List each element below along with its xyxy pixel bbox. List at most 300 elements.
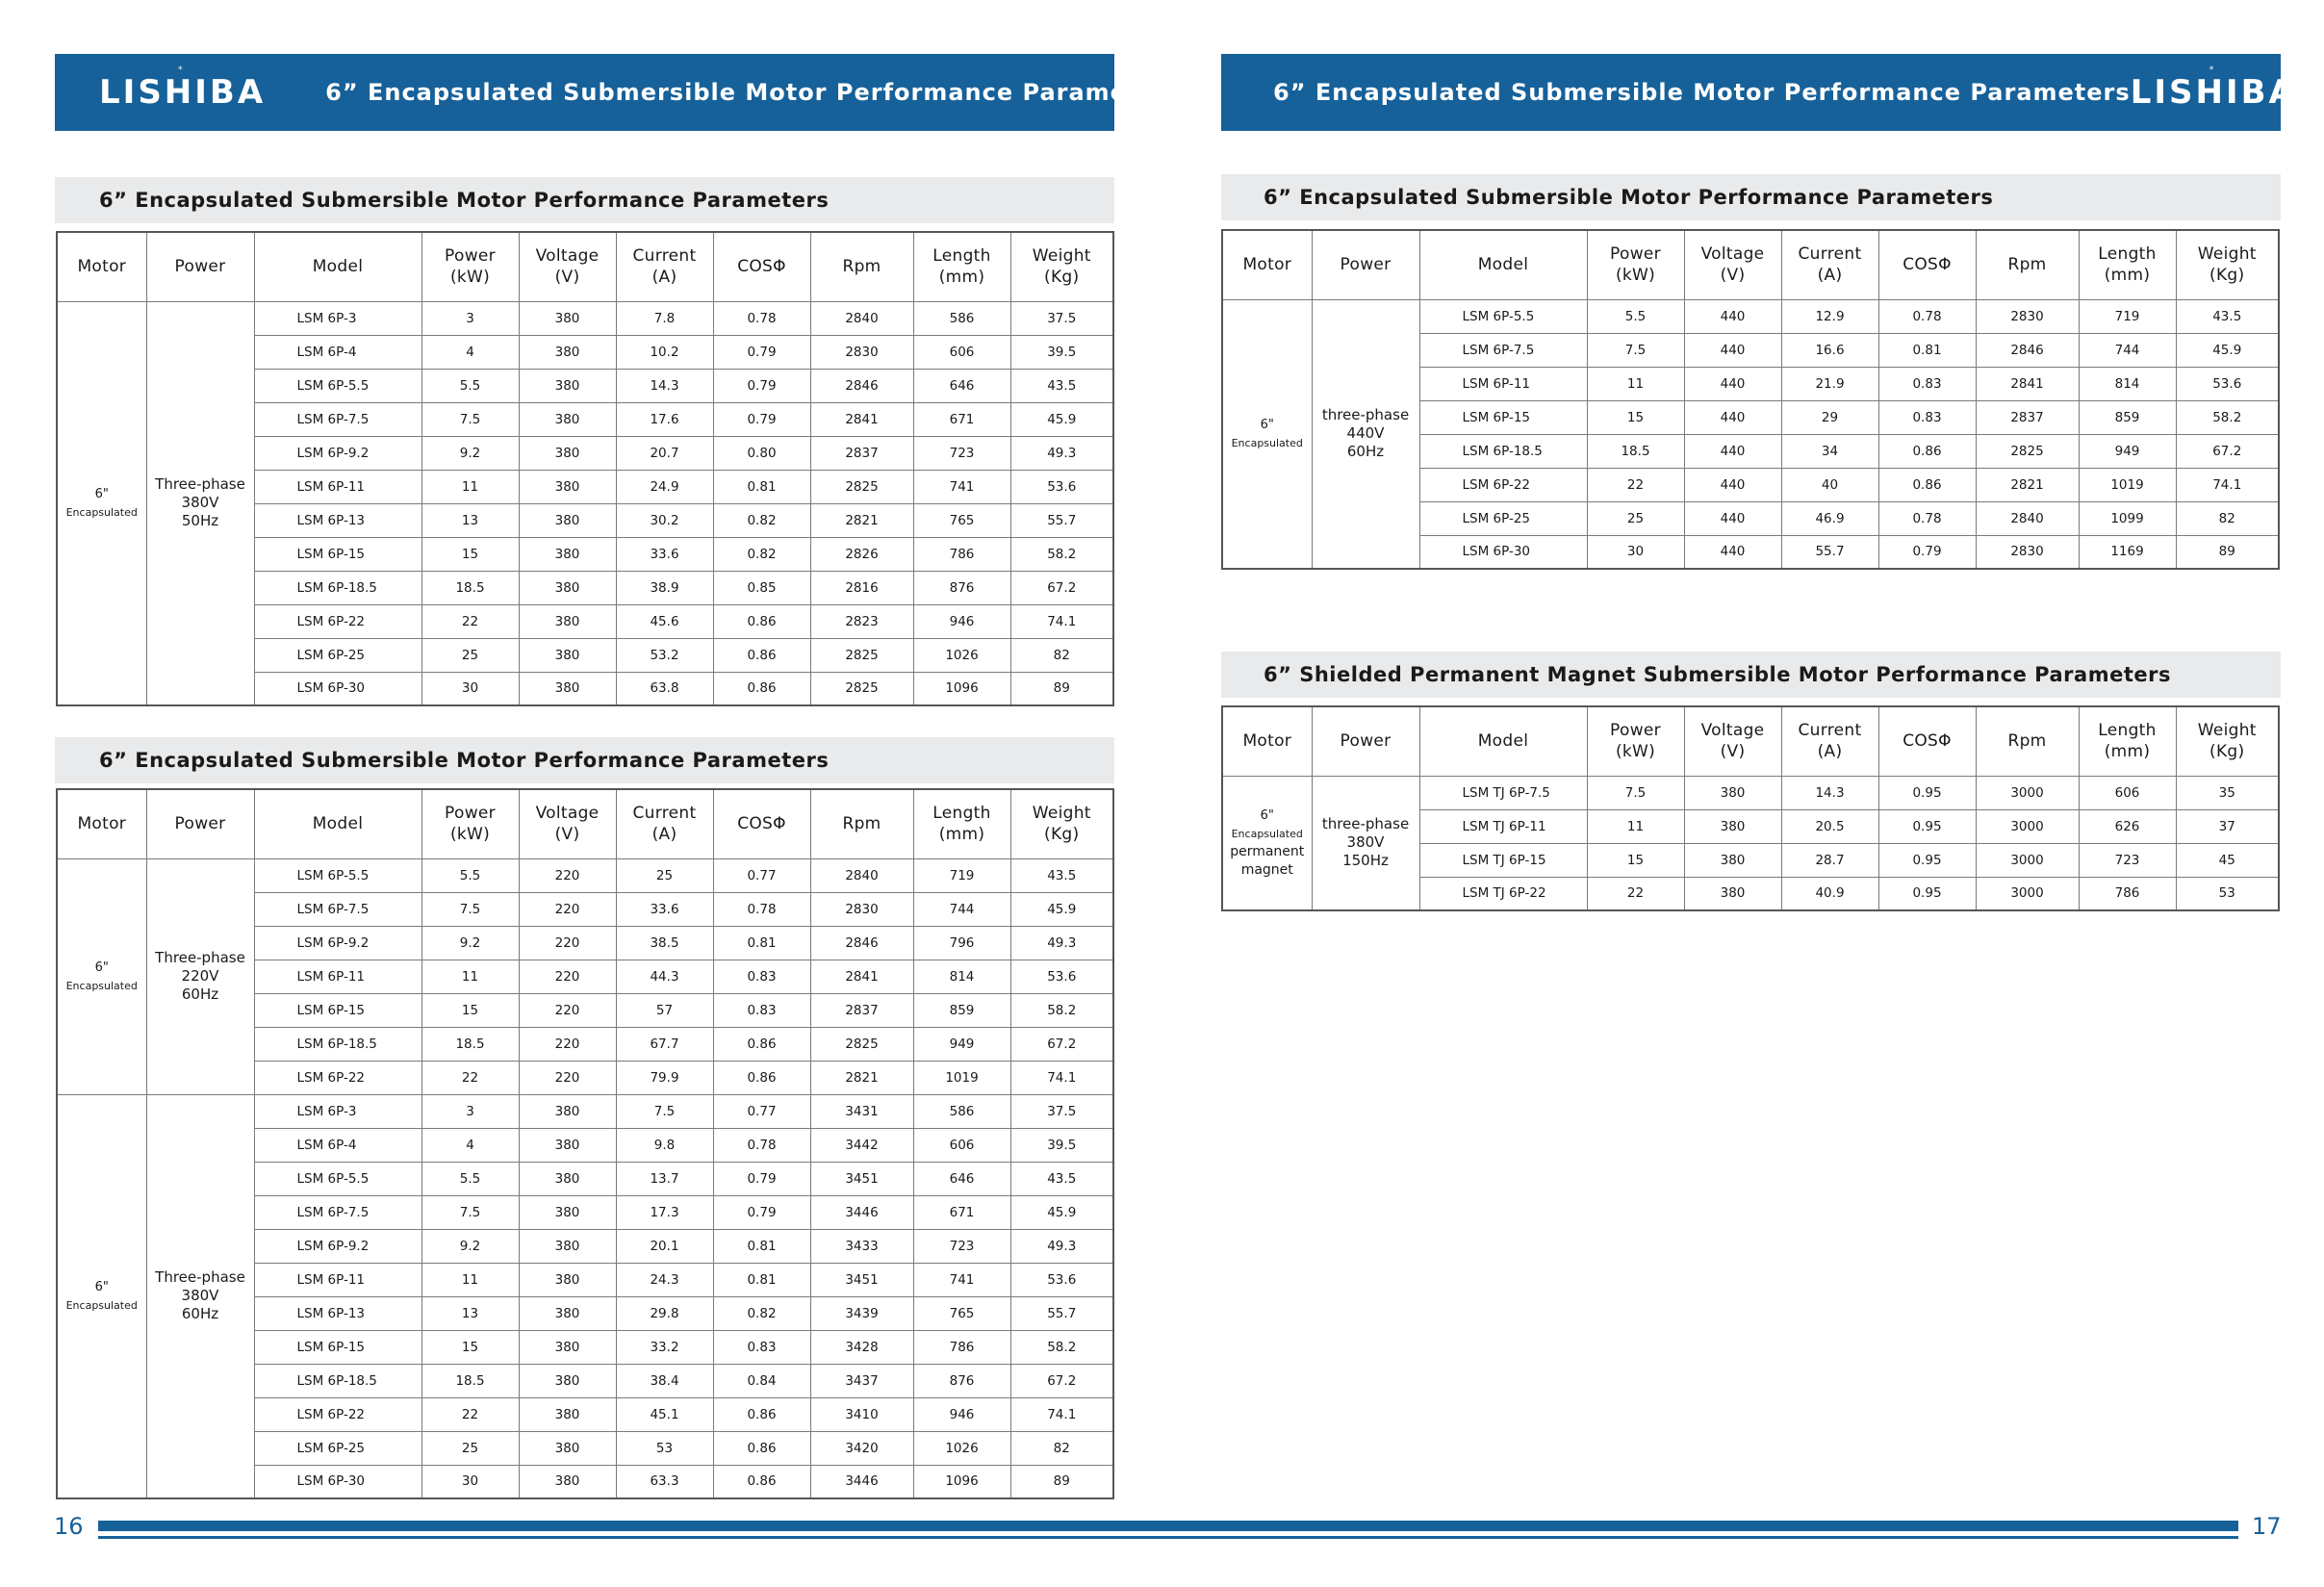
cell-length: 1019 (2079, 468, 2176, 501)
cell-model: LSM 6P-18.5 (254, 1364, 421, 1397)
cell-length: 876 (913, 571, 1010, 604)
cell-model: LSM 6P-18.5 (1419, 434, 1587, 468)
cell-model: LSM 6P-15 (1419, 400, 1587, 434)
cell-length: 606 (2079, 776, 2176, 809)
cell-cos-phi: 0.79 (1878, 535, 1976, 569)
cell-cos-phi: 0.78 (1878, 299, 1976, 333)
cell-weight: 53.6 (2176, 367, 2279, 400)
cell-voltage: 380 (519, 1128, 616, 1162)
cell-length: 741 (913, 470, 1010, 503)
cell-cos-phi: 0.86 (713, 1431, 810, 1465)
cell-model: LSM 6P-3 (254, 301, 421, 335)
cell-power-kw: 30 (421, 672, 519, 705)
column-header-current: Current (A) (616, 232, 713, 301)
cell-current: 24.3 (616, 1263, 713, 1296)
cell-voltage: 380 (519, 369, 616, 402)
cell-voltage: 440 (1684, 333, 1781, 367)
cell-weight: 45 (2176, 843, 2279, 877)
column-header-voltage: Voltage (V) (519, 232, 616, 301)
column-header-rpm: Rpm (1976, 230, 2079, 299)
column-header-current: Current (A) (616, 789, 713, 858)
cell-power-kw: 11 (1587, 809, 1684, 843)
column-header-length: Length (mm) (2079, 706, 2176, 776)
cell-current: 63.8 (616, 672, 713, 705)
column-header-cos-phi: COSΦ (713, 789, 810, 858)
power-supply-cell: three-phase 440V 60Hz (1312, 299, 1419, 569)
motor-cell: 6" Encapsulated permanent magnet (1222, 776, 1312, 910)
cell-length: 671 (913, 1195, 1010, 1229)
cell-weight: 89 (2176, 535, 2279, 569)
table-header-row (1222, 230, 2279, 299)
cell-weight: 74.1 (1010, 604, 1113, 638)
cell-rpm: 2830 (1976, 299, 2079, 333)
cell-current: 28.7 (1781, 843, 1878, 877)
cell-rpm: 2825 (810, 470, 913, 503)
cell-length: 765 (913, 503, 1010, 537)
cell-cos-phi: 0.95 (1878, 776, 1976, 809)
column-header-power: Power (1312, 706, 1419, 776)
cell-rpm: 2825 (1976, 434, 2079, 468)
cell-model: LSM 6P-9.2 (254, 436, 421, 470)
motor-cell: 6" Encapsulated (1222, 299, 1312, 569)
cell-weight: 74.1 (2176, 468, 2279, 501)
cell-power-kw: 4 (421, 1128, 519, 1162)
cell-voltage: 380 (519, 1195, 616, 1229)
cell-power-kw: 15 (421, 993, 519, 1027)
table-header-row (57, 232, 1113, 301)
cell-model: LSM 6P-22 (254, 1397, 421, 1431)
cell-rpm: 2840 (1976, 501, 2079, 535)
cell-power-kw: 11 (421, 470, 519, 503)
cell-cos-phi: 0.86 (713, 1061, 810, 1094)
cell-power-kw: 7.5 (421, 892, 519, 926)
column-header-weight: Weight (Kg) (2176, 706, 2279, 776)
cell-voltage: 380 (1684, 809, 1781, 843)
cell-length: 946 (913, 604, 1010, 638)
cell-power-kw: 9.2 (421, 436, 519, 470)
column-header-rpm: Rpm (810, 232, 913, 301)
column-header-rpm: Rpm (1976, 706, 2079, 776)
cell-power-kw: 5.5 (421, 858, 519, 892)
cell-cos-phi: 0.78 (1878, 501, 1976, 535)
section-title: 6” Encapsulated Submersible Motor Performance Parameters (55, 737, 1114, 783)
cell-current: 55.7 (1781, 535, 1878, 569)
cell-voltage: 380 (519, 402, 616, 436)
cell-weight: 37.5 (1010, 1094, 1113, 1128)
cell-power-kw: 18.5 (421, 1364, 519, 1397)
cell-power-kw: 7.5 (1587, 776, 1684, 809)
table-header-row (1222, 706, 2279, 776)
column-header-power: Power (146, 232, 254, 301)
cell-voltage: 380 (519, 638, 616, 672)
power-supply-cell: Three-phase 380V 50Hz (146, 301, 254, 705)
cell-rpm: 2825 (810, 1027, 913, 1061)
cell-rpm: 2823 (810, 604, 913, 638)
cell-power-kw: 15 (1587, 843, 1684, 877)
cell-power-kw: 13 (421, 503, 519, 537)
cell-length: 1019 (913, 1061, 1010, 1094)
column-header-power-kw: Power (kW) (1587, 706, 1684, 776)
cell-model: LSM 6P-9.2 (254, 926, 421, 960)
cell-length: 1099 (2079, 501, 2176, 535)
cell-weight: 58.2 (1010, 993, 1113, 1027)
cell-length: 814 (913, 960, 1010, 993)
cell-rpm: 2821 (1976, 468, 2079, 501)
cell-rpm: 2821 (810, 503, 913, 537)
cell-weight: 53.6 (1010, 470, 1113, 503)
cell-length: 646 (913, 369, 1010, 402)
cell-voltage: 380 (519, 1364, 616, 1397)
cell-rpm: 3420 (810, 1431, 913, 1465)
column-header-power: Power (146, 789, 254, 858)
cell-model: LSM 6P-11 (254, 470, 421, 503)
cell-power-kw: 30 (421, 1465, 519, 1498)
cell-length: 859 (2079, 400, 2176, 434)
cell-current: 63.3 (616, 1465, 713, 1498)
cell-cos-phi: 0.83 (1878, 367, 1976, 400)
cell-rpm: 3451 (810, 1263, 913, 1296)
cell-current: 16.6 (1781, 333, 1878, 367)
cell-cos-phi: 0.81 (713, 926, 810, 960)
cell-voltage: 380 (519, 1431, 616, 1465)
cell-model: LSM 6P-7.5 (1419, 333, 1587, 367)
motor-cell: 6" Encapsulated (57, 1094, 146, 1498)
cell-rpm: 2825 (810, 638, 913, 672)
cell-power-kw: 5.5 (1587, 299, 1684, 333)
cell-model: LSM 6P-30 (1419, 535, 1587, 569)
cell-power-kw: 18.5 (421, 571, 519, 604)
cell-cos-phi: 0.86 (713, 604, 810, 638)
cell-weight: 82 (2176, 501, 2279, 535)
cell-weight: 74.1 (1010, 1397, 1113, 1431)
cell-rpm: 3442 (810, 1128, 913, 1162)
cell-voltage: 380 (519, 672, 616, 705)
cell-length: 814 (2079, 367, 2176, 400)
cell-current: 12.9 (1781, 299, 1878, 333)
cell-cos-phi: 0.81 (713, 1229, 810, 1263)
cell-rpm: 2830 (810, 335, 913, 369)
cell-cos-phi: 0.78 (713, 301, 810, 335)
cell-current: 10.2 (616, 335, 713, 369)
cell-weight: 53.6 (1010, 1263, 1113, 1296)
cell-power-kw: 25 (421, 638, 519, 672)
cell-model: LSM 6P-7.5 (254, 1195, 421, 1229)
cell-current: 25 (616, 858, 713, 892)
performance-table (56, 788, 1114, 1499)
cell-length: 586 (913, 301, 1010, 335)
cell-rpm: 3433 (810, 1229, 913, 1263)
cell-voltage: 440 (1684, 535, 1781, 569)
cell-cos-phi: 0.83 (713, 1330, 810, 1364)
cell-cos-phi: 0.85 (713, 571, 810, 604)
cell-rpm: 2837 (1976, 400, 2079, 434)
column-header-weight: Weight (Kg) (1010, 789, 1113, 858)
cell-current: 44.3 (616, 960, 713, 993)
cell-length: 586 (913, 1094, 1010, 1128)
cell-rpm: 2840 (810, 301, 913, 335)
cell-length: 723 (913, 1229, 1010, 1263)
cell-weight: 67.2 (2176, 434, 2279, 468)
cell-length: 606 (913, 1128, 1010, 1162)
cell-rpm: 2826 (810, 537, 913, 571)
column-header-cos-phi: COSΦ (1878, 230, 1976, 299)
cell-weight: 45.9 (1010, 892, 1113, 926)
cell-power-kw: 9.2 (421, 1229, 519, 1263)
cell-cos-phi: 0.83 (713, 960, 810, 993)
cell-current: 29 (1781, 400, 1878, 434)
cell-model: LSM 6P-25 (254, 638, 421, 672)
page-number-left: 16 (54, 1513, 84, 1540)
cell-current: 33.6 (616, 537, 713, 571)
cell-model: LSM 6P-4 (254, 1128, 421, 1162)
banner-title: 6” Encapsulated Submersible Motor Performance Parameters (325, 79, 1183, 106)
cell-power-kw: 3 (421, 1094, 519, 1128)
cell-model: LSM 6P-13 (254, 1296, 421, 1330)
cell-length: 744 (913, 892, 1010, 926)
cell-current: 21.9 (1781, 367, 1878, 400)
power-supply-cell: Three-phase 220V 60Hz (146, 858, 254, 1094)
column-header-power-kw: Power (kW) (1587, 230, 1684, 299)
cell-weight: 39.5 (1010, 335, 1113, 369)
cell-power-kw: 30 (1587, 535, 1684, 569)
column-header-cos-phi: COSΦ (1878, 706, 1976, 776)
column-header-rpm: Rpm (810, 789, 913, 858)
cell-rpm: 3439 (810, 1296, 913, 1330)
cell-power-kw: 22 (1587, 468, 1684, 501)
cell-voltage: 220 (519, 1061, 616, 1094)
cell-length: 671 (913, 402, 1010, 436)
cell-cos-phi: 0.81 (713, 1263, 810, 1296)
column-header-motor: Motor (1222, 706, 1312, 776)
cell-length: 719 (913, 858, 1010, 892)
cell-cos-phi: 0.83 (713, 993, 810, 1027)
cell-voltage: 380 (519, 335, 616, 369)
cell-cos-phi: 0.82 (713, 503, 810, 537)
section-title: 6” Encapsulated Submersible Motor Performance Parameters (55, 177, 1114, 223)
cell-voltage: 380 (1684, 843, 1781, 877)
cell-model: LSM 6P-5.5 (254, 858, 421, 892)
brand-logo: LISHIBA * (2130, 65, 2297, 112)
column-header-model: Model (254, 232, 421, 301)
cell-length: 1026 (913, 1431, 1010, 1465)
cell-weight: 82 (1010, 638, 1113, 672)
cell-model: LSM 6P-9.2 (254, 1229, 421, 1263)
cell-power-kw: 5.5 (421, 369, 519, 402)
cell-weight: 39.5 (1010, 1128, 1113, 1162)
cell-power-kw: 22 (421, 604, 519, 638)
cell-cos-phi: 0.86 (713, 672, 810, 705)
cell-length: 876 (913, 1364, 1010, 1397)
cell-model: LSM 6P-30 (254, 1465, 421, 1498)
cell-weight: 58.2 (1010, 537, 1113, 571)
cell-power-kw: 13 (421, 1296, 519, 1330)
header-banner-left (55, 54, 1183, 131)
cell-model: LSM 6P-22 (254, 604, 421, 638)
motor-cell: 6" Encapsulated (57, 301, 146, 705)
cell-cos-phi: 0.95 (1878, 843, 1976, 877)
cell-length: 946 (913, 1397, 1010, 1431)
cell-rpm: 2816 (810, 571, 913, 604)
section-title: 6” Encapsulated Submersible Motor Performance Parameters (1221, 174, 2281, 220)
cell-weight: 55.7 (1010, 503, 1113, 537)
cell-length: 719 (2079, 299, 2176, 333)
column-header-voltage: Voltage (V) (1684, 706, 1781, 776)
cell-current: 17.6 (616, 402, 713, 436)
cell-length: 744 (2079, 333, 2176, 367)
cell-weight: 37.5 (1010, 301, 1113, 335)
footer-rule (98, 1521, 2238, 1531)
cell-weight: 49.3 (1010, 436, 1113, 470)
cell-voltage: 380 (519, 1465, 616, 1498)
cell-model: LSM 6P-5.5 (254, 1162, 421, 1195)
column-header-power: Power (1312, 230, 1419, 299)
performance-table (1221, 229, 2280, 570)
cell-voltage: 220 (519, 892, 616, 926)
cell-voltage: 380 (519, 571, 616, 604)
cell-cos-phi: 0.78 (713, 1128, 810, 1162)
table-row (57, 1094, 1113, 1128)
cell-cos-phi: 0.79 (713, 369, 810, 402)
cell-rpm: 2846 (810, 926, 913, 960)
cell-rpm: 3000 (1976, 809, 2079, 843)
cell-length: 786 (2079, 877, 2176, 910)
cell-length: 723 (2079, 843, 2176, 877)
column-header-cos-phi: COSΦ (713, 232, 810, 301)
table-row (1222, 299, 2279, 333)
cell-current: 14.3 (1781, 776, 1878, 809)
cell-rpm: 2825 (810, 672, 913, 705)
cell-model: LSM 6P-15 (254, 537, 421, 571)
cell-weight: 58.2 (1010, 1330, 1113, 1364)
cell-cos-phi: 0.86 (1878, 434, 1976, 468)
cell-cos-phi: 0.86 (713, 1397, 810, 1431)
cell-weight: 37 (2176, 809, 2279, 843)
cell-rpm: 3446 (810, 1195, 913, 1229)
cell-weight: 43.5 (1010, 1162, 1113, 1195)
cell-power-kw: 7.5 (421, 402, 519, 436)
cell-weight: 58.2 (2176, 400, 2279, 434)
cell-power-kw: 9.2 (421, 926, 519, 960)
cell-voltage: 220 (519, 993, 616, 1027)
cell-current: 9.8 (616, 1128, 713, 1162)
cell-power-kw: 22 (421, 1397, 519, 1431)
cell-current: 17.3 (616, 1195, 713, 1229)
cell-current: 33.6 (616, 892, 713, 926)
cell-cos-phi: 0.79 (713, 1195, 810, 1229)
cell-current: 46.9 (1781, 501, 1878, 535)
cell-current: 33.2 (616, 1330, 713, 1364)
cell-current: 20.5 (1781, 809, 1878, 843)
cell-cos-phi: 0.82 (713, 537, 810, 571)
cell-model: LSM TJ 6P-15 (1419, 843, 1587, 877)
column-header-voltage: Voltage (V) (519, 789, 616, 858)
cell-cos-phi: 0.80 (713, 436, 810, 470)
cell-length: 786 (913, 1330, 1010, 1364)
cell-current: 45.1 (616, 1397, 713, 1431)
power-supply-cell: three-phase 380V 150Hz (1312, 776, 1419, 910)
cell-cos-phi: 0.86 (713, 1027, 810, 1061)
cell-current: 38.4 (616, 1364, 713, 1397)
cell-voltage: 380 (1684, 776, 1781, 809)
column-header-motor: Motor (1222, 230, 1312, 299)
header-banner-right (1221, 54, 2297, 131)
cell-length: 765 (913, 1296, 1010, 1330)
cell-current: 53.2 (616, 638, 713, 672)
cell-current: 24.9 (616, 470, 713, 503)
cell-model: LSM 6P-15 (254, 1330, 421, 1364)
cell-voltage: 380 (519, 1162, 616, 1195)
column-header-model: Model (254, 789, 421, 858)
table-header-row (57, 789, 1113, 858)
cell-model: LSM 6P-11 (254, 960, 421, 993)
cell-rpm: 3000 (1976, 877, 2079, 910)
cell-voltage: 440 (1684, 501, 1781, 535)
cell-model: LSM 6P-25 (1419, 501, 1587, 535)
cell-cos-phi: 0.79 (713, 335, 810, 369)
cell-weight: 43.5 (2176, 299, 2279, 333)
cell-voltage: 220 (519, 1027, 616, 1061)
cell-weight: 67.2 (1010, 1364, 1113, 1397)
cell-power-kw: 18.5 (1587, 434, 1684, 468)
cell-weight: 49.3 (1010, 1229, 1113, 1263)
cell-model: LSM 6P-5.5 (254, 369, 421, 402)
cell-model: LSM 6P-7.5 (254, 892, 421, 926)
cell-current: 14.3 (616, 369, 713, 402)
cell-current: 7.8 (616, 301, 713, 335)
cell-weight: 67.2 (1010, 571, 1113, 604)
cell-cos-phi: 0.77 (713, 858, 810, 892)
cell-model: LSM TJ 6P-22 (1419, 877, 1587, 910)
cell-voltage: 440 (1684, 367, 1781, 400)
cell-rpm: 2837 (810, 993, 913, 1027)
cell-current: 67.7 (616, 1027, 713, 1061)
cell-length: 1026 (913, 638, 1010, 672)
performance-table (56, 231, 1114, 706)
cell-voltage: 440 (1684, 400, 1781, 434)
cell-power-kw: 11 (1587, 367, 1684, 400)
cell-power-kw: 15 (421, 537, 519, 571)
cell-model: LSM TJ 6P-11 (1419, 809, 1587, 843)
cell-voltage: 380 (519, 470, 616, 503)
cell-weight: 74.1 (1010, 1061, 1113, 1094)
table-row (57, 858, 1113, 892)
cell-current: 45.6 (616, 604, 713, 638)
cell-power-kw: 7.5 (421, 1195, 519, 1229)
cell-weight: 45.9 (1010, 1195, 1113, 1229)
motor-cell: 6" Encapsulated (57, 858, 146, 1094)
cell-cos-phi: 0.86 (713, 638, 810, 672)
cell-current: 13.7 (616, 1162, 713, 1195)
column-header-model: Model (1419, 230, 1587, 299)
cell-current: 20.7 (616, 436, 713, 470)
cell-current: 53 (616, 1431, 713, 1465)
cell-rpm: 2837 (810, 436, 913, 470)
cell-power-kw: 4 (421, 335, 519, 369)
cell-cos-phi: 0.82 (713, 1296, 810, 1330)
section-title: 6” Shielded Permanent Magnet Submersible Motor Performance Parameters (1221, 652, 2281, 698)
cell-rpm: 2846 (810, 369, 913, 402)
cell-voltage: 380 (1684, 877, 1781, 910)
cell-model: LSM 6P-25 (254, 1431, 421, 1465)
cell-model: LSM 6P-30 (254, 672, 421, 705)
cell-current: 30.2 (616, 503, 713, 537)
column-header-current: Current (A) (1781, 230, 1878, 299)
cell-weight: 82 (1010, 1431, 1113, 1465)
brand-logo: LISHIBA * (99, 65, 267, 112)
cell-model: LSM 6P-18.5 (254, 1027, 421, 1061)
cell-voltage: 380 (519, 503, 616, 537)
cell-weight: 49.3 (1010, 926, 1113, 960)
